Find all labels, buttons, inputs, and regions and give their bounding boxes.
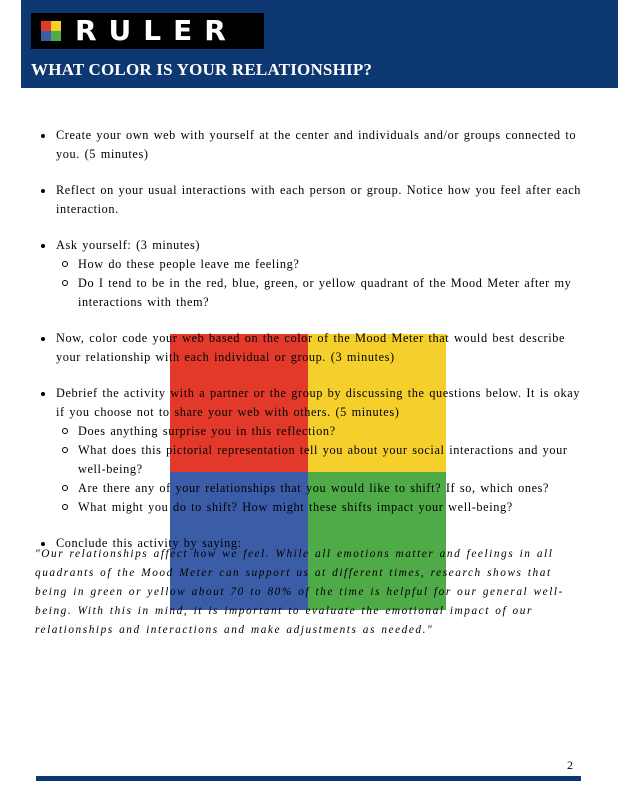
page-title: WHAT COLOR IS YOUR RELATIONSHIP? [31,60,373,79]
step-create-web: Create your own web with yourself at the center and individuals and/or groups connected to you. (5 minutes) [36,126,592,164]
question-item: How do these people leave me feeling? [58,255,592,274]
question-item: Does anything surprise you in this reflection? [58,422,592,441]
question-item: What might you do to shift? How might these shifts impact your well-being? [58,498,592,517]
header-banner [21,0,618,88]
debrief-questions [56,422,592,517]
logo-text: RULER [75,14,238,47]
step-color-code: Now, color code your web based on the color of the Mood Meter that would best describe your relationship with each individual or group. (3 minutes) [36,329,592,367]
ask-yourself-questions [56,255,592,312]
step-debrief: Debrief the activity with a partner or the group by discussing the questions below. It is okay if you choose not to share your web with others. (5 minutes) Does anything surprise you in this reflection? What does this pictorial representation tell you about your social interactions and your well-being? Are there any of your relationships that you would like to shift? If so, which ones? What might you do to shift? How might these shifts impact your well-being? [36,384,592,517]
question-item: What does this pictorial representation tell you about your social interactions and your well-being? [58,441,592,479]
step-reflect: Reflect on your usual interactions with each person or group. Notice how you feel after each interaction. [36,181,592,219]
step-ask-yourself: Ask yourself: (3 minutes) How do these people leave me feeling? Do I tend to be in the red, blue, green, or yellow quadrant of the Mood Meter after my interactions with them? [36,236,592,312]
step-conclude: Conclude this activity by saying: [36,534,592,553]
page-number: 2 [567,758,573,772]
logo-squares-icon [41,21,61,41]
ruler-logo [31,13,264,49]
activity-steps [36,126,592,553]
question-item: Are there any of your relationships that you would like to shift? If so, which ones? [58,479,592,498]
question-item: Do I tend to be in the red, blue, green, or yellow quadrant of the Mood Meter after my interactions with them? [58,274,592,312]
closing-quote: "Our relationships affect how we feel. While all emotions matter and feelings in all quadrants of the Mood Meter can support us at different times, research shows that being in green or yellow about 70 to 80% of the time is helpful for our general well-being. With this in mind, it is important to evaluate the emotional impact of our relationships and interactions and make adjustments as needed." [35,548,564,636]
steps-list [36,126,592,553]
footer-divider [36,776,581,781]
